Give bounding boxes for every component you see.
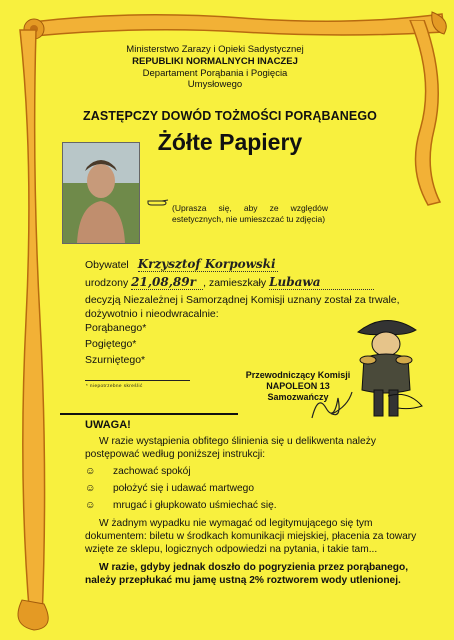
photo-note: (Uprasza się, aby ze względów estetycznych, nie umieszczać tu zdjęcia)	[172, 203, 328, 224]
id-photo	[62, 142, 140, 244]
status-item-1: Porąbanego*	[85, 322, 147, 334]
decision-text-2: dożywotnio i nieodwracalnie:	[85, 308, 219, 320]
paragraph-2-line-1: W żadnym wypadku nie wymagać od legitymującego się tym	[99, 518, 373, 529]
born-line	[85, 276, 374, 290]
header-line-3: Departament Porąbania i Pogięcia	[142, 67, 288, 79]
pointing-hand-icon	[146, 196, 170, 208]
born-label: urodzony	[85, 277, 129, 289]
header-line-2: REPUBLIKI NORMALNYCH INACZEJ	[132, 55, 298, 67]
status-item-2: Pogiętego*	[85, 338, 137, 350]
paragraph-2-line-2: dokumentem: biletu w środkach komunikacji miejskiej, płacenia za towary	[85, 531, 417, 542]
footnote: * niepotrzebne skreślić	[86, 383, 143, 388]
resident-label: , zamieszkały	[203, 277, 267, 289]
instruction-step-3	[85, 500, 277, 511]
warning-intro-1: W razie wystąpienia obfitego ślinienia się u delikwenta należy	[99, 436, 376, 447]
signature-line-3: Samozwańczy	[267, 392, 329, 402]
scroll-left-decoration	[0, 0, 58, 640]
born-date: 21,08,89r	[131, 276, 203, 290]
citizen-label: Obywatel	[85, 259, 129, 271]
warning-title: UWAGA!	[85, 419, 131, 431]
instruction-step-1	[85, 466, 191, 477]
warning-divider	[60, 413, 238, 415]
header-line-4: Umysłowego	[187, 79, 243, 91]
header-line-1: Ministerstwo Zarazy i Opieki Sadystycznej	[126, 44, 304, 55]
status-item-3: Szurniętego*	[85, 354, 146, 366]
paragraph-3-line-2: należy przepłukać mu jamę ustną 2% roztworem wody utlenionej.	[85, 575, 401, 586]
instruction-step-2-text: położyć się i udawać martwego	[113, 483, 254, 494]
ministry-header	[90, 44, 340, 91]
warning-intro-2: postępować według poniższej instrukcji:	[85, 449, 266, 460]
signature-line-2: NAPOLEON 13	[266, 381, 330, 391]
smiley-icon: ☺	[85, 500, 96, 511]
signature-scribble	[308, 388, 354, 424]
citizen-name: Krzysztof Korpowski	[138, 258, 278, 272]
document-title: Żółte Papiery	[157, 129, 303, 155]
paragraph-3-line-1: W razie, gdyby jednak doszło do pogryzienia przez porąbanego,	[99, 562, 409, 573]
instruction-step-2	[85, 483, 254, 494]
instruction-step-1-text: zachować spokój	[113, 466, 191, 477]
footnote-divider	[85, 380, 190, 381]
smiley-icon: ☺	[85, 483, 96, 494]
signature-line-1: Przewodniczący Komisji	[245, 370, 351, 380]
smiley-icon: ☺	[85, 466, 96, 477]
city-value: Lubawa	[269, 276, 374, 290]
instruction-step-3-text: mrugać i głupkowato uśmiechać się.	[113, 500, 277, 511]
citizen-line	[85, 258, 278, 272]
napoleon-caricature	[348, 310, 424, 420]
decision-text: decyzją Niezależnej i Samorządnej Komisji uznany został za trwale,	[85, 294, 400, 306]
document-subtitle: ZASTĘPCZY DOWÓD TOŻMOŚCI PORĄBANEGO	[82, 109, 378, 123]
paragraph-2-line-3: wzięte ze sklepu, logicznych odpowiedzi na pytania, i takie tam...	[85, 544, 378, 555]
